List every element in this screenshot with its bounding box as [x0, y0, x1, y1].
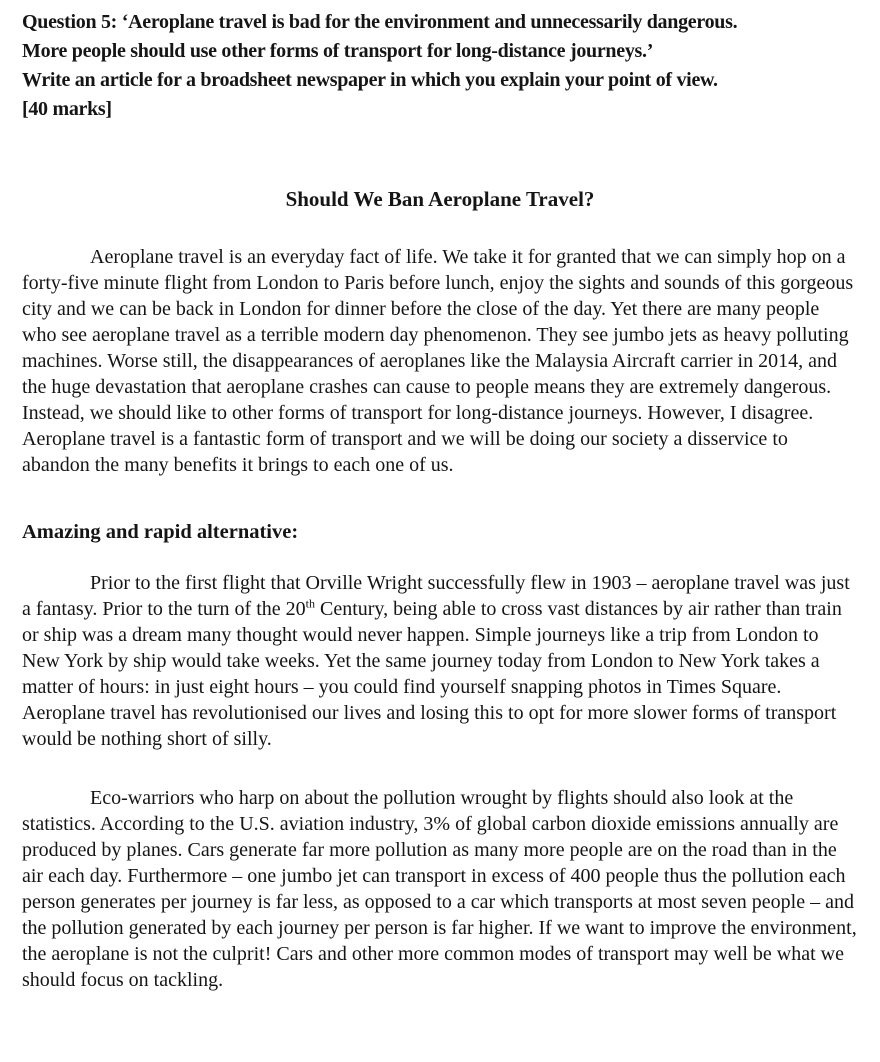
question-prompt-line-1: Question 5: ‘Aeroplane travel is bad for the environment and unnecessarily dangerous.	[22, 11, 738, 33]
paragraph2-text-after-superscript: Century, being able to cross vast distances by air rather than train or ship was a dream many thought would never happen. Simple journeys like a trip from London to New York by ship would take weeks. Yet the same journey today from London to New York takes a matter of hours: in just eight hours – you could find yourself snapping photos in Times Square. Aeroplane travel has revolutionised our lives and losing this to opt for more slower forms of transport would be nothing short of silly.	[22, 598, 842, 750]
question-marks-label: [40 marks]	[22, 98, 112, 120]
question-prompt-line-3: Write an article for a broadsheet newspaper in which you explain your point of view.	[22, 69, 718, 91]
ordinal-superscript: th	[305, 596, 315, 611]
section-heading: Amazing and rapid alternative:	[22, 521, 299, 543]
essay-paragraph-intro: Aeroplane travel is an everyday fact of life. We take it for granted that we can simply hop on a forty-five minute flight from London to Paris before lunch, enjoy the sights and sounds of this gorgeous city and we can be back in London for dinner before the close of the day. Yet there are many people who see aeroplane travel as a terrible modern day phenomenon. They see jumbo jets as heavy polluting machines. Worse still, the disappearances of aeroplanes like the Malaysia Aircraft carrier in 2014, and the huge devastation that aeroplane crashes can cause to people means they are extremely dangerous. Instead, we should like to other forms of transport for long-distance journeys. However, I disagree. Aeroplane travel is a fantastic form of transport and we will be doing our society a disservice to abandon the many benefits it brings to each one of us.	[22, 246, 854, 476]
paragraph2-text-before-superscript: Prior to the first flight that Orville Wright successfully flew in 1903 – aeroplane travel was just a fantasy. Prior to the turn of the 20	[22, 572, 850, 620]
essay-paragraph-alternative	[22, 570, 858, 752]
essay-paragraph-statistics: Eco-warriors who harp on about the pollution wrought by flights should also look at the statistics. According to the U.S. aviation industry, 3% of global carbon dioxide emissions annually are produced by planes. Cars generate far more pollution as many more people are on the road than in the air each day. Furthermore – one jumbo jet can transport in excess of 400 people thus the pollution each person generates per journey is far less, as opposed to a car which transports at most seven people – and the pollution generated by each journey per person is far higher. If we want to improve the environment, the aeroplane is not the culprit! Cars and other more common modes of transport may well be what we should focus on tackling.	[22, 787, 857, 991]
article-title: Should We Ban Aeroplane Travel?	[285, 187, 595, 211]
question-prompt-line-2: More people should use other forms of transport for long-distance journeys.’	[22, 40, 654, 62]
question-prompt	[22, 8, 858, 124]
